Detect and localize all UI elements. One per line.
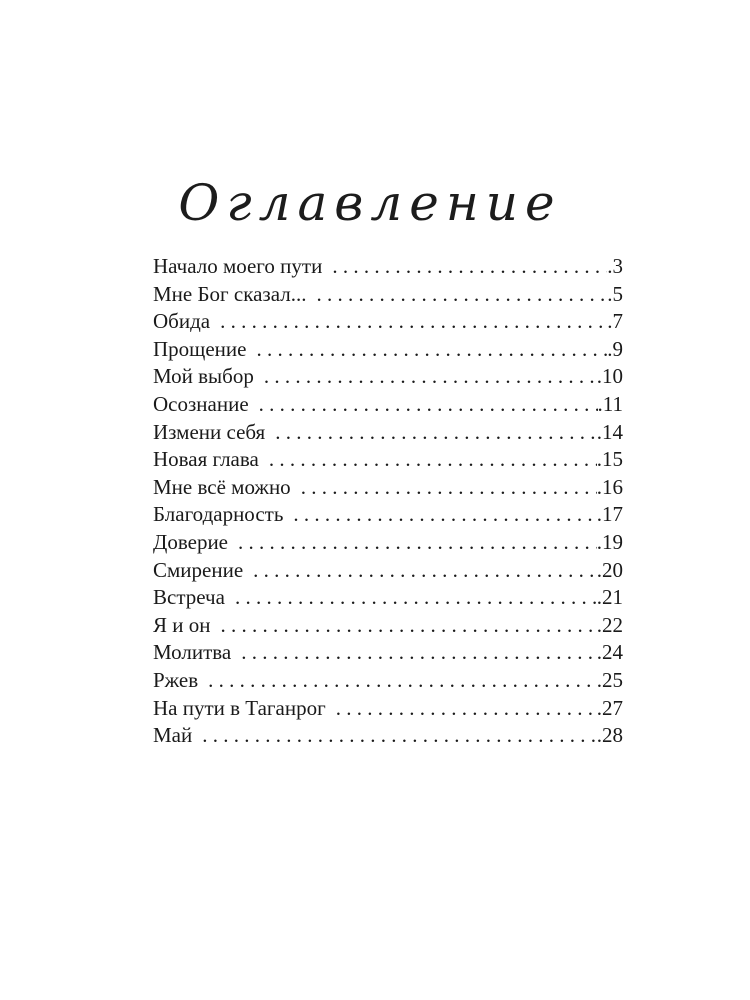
dot-leader	[238, 529, 597, 557]
toc-entry	[153, 308, 623, 336]
toc-entry-title: Мне всё можно	[153, 474, 291, 499]
toc-page-number: .7	[607, 309, 623, 334]
toc-page-number: .17	[596, 502, 623, 527]
toc-page-number: .19	[596, 529, 623, 554]
toc-entry-title: Осознание	[153, 391, 249, 416]
toc-entry-title: Новая глава	[153, 447, 259, 472]
dot-leader	[293, 501, 596, 529]
toc-entry	[153, 529, 623, 557]
toc-entry	[153, 336, 623, 364]
dot-leader	[202, 722, 597, 750]
page-title: Оглавление	[178, 174, 562, 232]
toc-entry-title: Май	[153, 723, 193, 748]
toc-page-number: .14	[596, 419, 623, 444]
dot-leader	[275, 419, 597, 447]
toc-page-number: .28	[596, 723, 623, 748]
toc-entry-title: Я и он	[153, 612, 211, 637]
dot-leader	[235, 584, 597, 612]
toc-page-number: .27	[596, 695, 623, 720]
toc-entry	[153, 363, 623, 391]
toc-page-number: .5	[607, 281, 623, 306]
toc-entry-title: Благодарность	[153, 502, 284, 527]
toc-page-number: .22	[596, 612, 623, 637]
dot-leader	[259, 391, 598, 419]
toc-entry-title: Измени себя	[153, 419, 266, 444]
toc-page-number: .15	[596, 447, 623, 472]
toc-entry-title: Доверие	[153, 529, 228, 554]
toc-entry-title: Встреча	[153, 585, 225, 610]
toc-entry-title: Мой выбор	[153, 364, 254, 389]
dot-leader	[332, 253, 607, 281]
toc-entry-title: Обида	[153, 309, 211, 334]
dot-leader	[269, 446, 597, 474]
dot-leader	[241, 639, 597, 667]
toc-page-number: .25	[596, 667, 623, 692]
dot-leader	[336, 695, 597, 723]
toc-entry	[153, 474, 623, 502]
toc-page-number: .20	[596, 557, 623, 582]
toc-entry-title: Мне Бог сказал...	[153, 281, 307, 306]
toc-entry	[153, 612, 623, 640]
toc-entry	[153, 419, 623, 447]
toc-entry	[153, 253, 623, 281]
toc-entry	[153, 557, 623, 585]
toc-entry-title: Начало моего пути	[153, 254, 323, 278]
dot-leader	[264, 363, 597, 391]
toc-entry	[153, 584, 623, 612]
toc-entry-title: На пути в Таганрог	[153, 695, 326, 720]
table-of-contents	[153, 253, 623, 750]
dot-leader	[301, 474, 597, 502]
dot-leader	[253, 557, 597, 585]
toc-entry	[153, 695, 623, 723]
toc-page-number: .9	[607, 336, 623, 361]
toc-entry	[153, 501, 623, 529]
toc-entry-title: Ржев	[153, 667, 199, 692]
toc-entry	[153, 281, 623, 309]
toc-entry	[153, 446, 623, 474]
toc-page-number: .3	[607, 254, 623, 278]
toc-page-number: .24	[596, 640, 623, 665]
toc-entry-title: Смирение	[153, 557, 244, 582]
toc-entry	[153, 667, 623, 695]
toc-page-number: .16	[596, 474, 623, 499]
toc-page-number: .10	[596, 364, 623, 389]
dot-leader	[220, 308, 607, 336]
toc-page-number: .11	[597, 391, 623, 416]
dot-leader	[220, 612, 596, 640]
toc-entry	[153, 722, 623, 750]
dot-leader	[256, 336, 607, 364]
toc-page-number: .21	[596, 585, 623, 610]
toc-entry-title: Прощение	[153, 336, 247, 361]
toc-entry-title: Молитва	[153, 640, 232, 665]
toc-entry	[153, 391, 623, 419]
dot-leader	[316, 281, 607, 309]
dot-leader	[208, 667, 597, 695]
toc-entry	[153, 639, 623, 667]
